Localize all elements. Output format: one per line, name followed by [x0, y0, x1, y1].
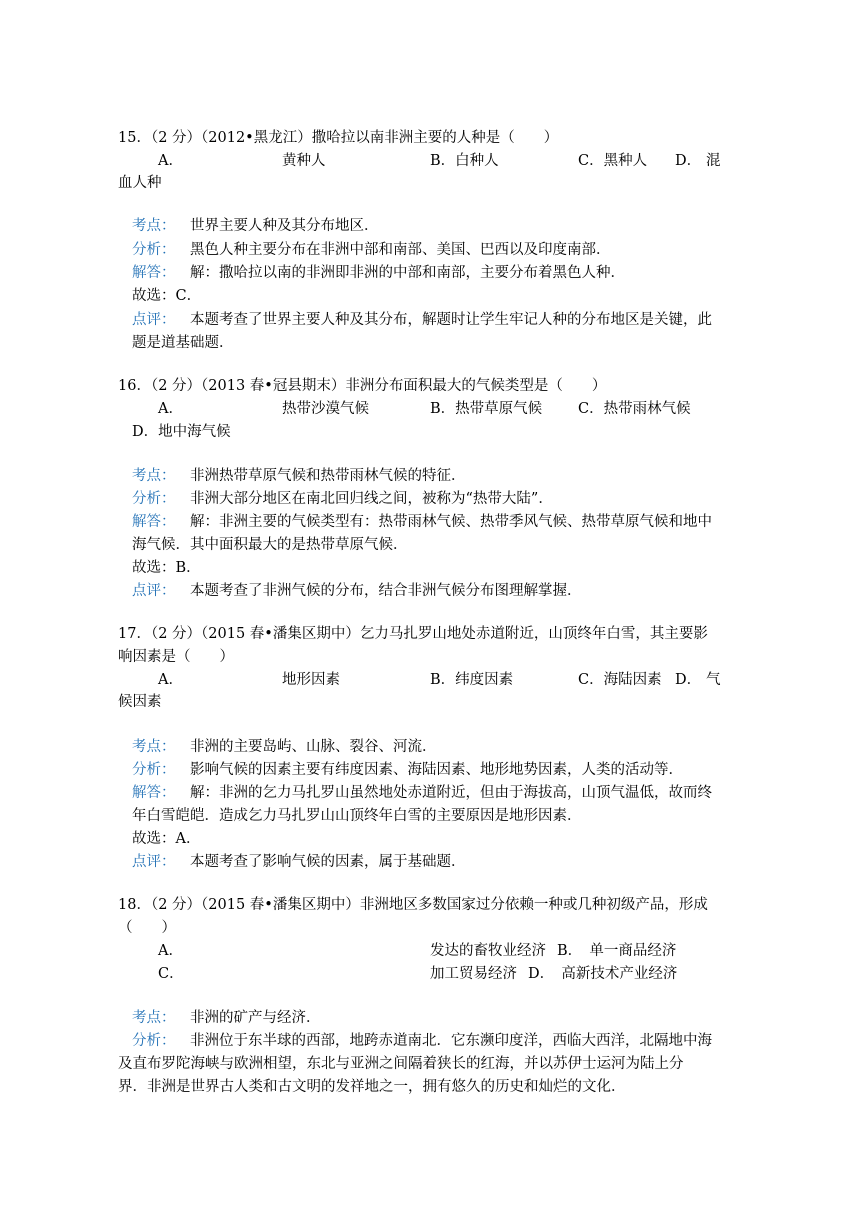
option-d-text-end: 候因素	[118, 694, 162, 710]
option-b: B．纬度因素	[430, 672, 514, 688]
fenxi-text: 非洲位于东半球的西部，地跨赤道南北．它东濒印度洋，西临大西洋，北隔地中海	[190, 1033, 712, 1049]
jieda-text: 解：非洲的乞力马扎罗山虽然地处赤道附近，但由于海拔高，山顶气温低，故而终	[190, 785, 712, 801]
option-a-text: 热带沙漠气候	[282, 401, 369, 417]
jieda-text-cont: 年白雪皑皑．造成乞力马扎罗山山顶终年白雪的主要原因是地形因素．	[132, 808, 582, 824]
question-stem: 17．（2 分）（2015 春•潘集区期中）乞力马扎罗山地处赤道附近，山顶终年白雪，其主要影	[118, 626, 708, 642]
option-a-letter: A．	[158, 153, 183, 169]
option-d-text-start: 气	[706, 672, 721, 688]
fenxi-text-cont: 界．非洲是世界古人类和古文明的发祥地之一，拥有悠久的历史和灿烂的文化．	[118, 1079, 626, 1095]
kaodian-label: 考点：	[132, 468, 176, 484]
option-b: B． 单一商品经济	[557, 943, 677, 959]
jieda-text-cont: 海气候．其中面积最大的是热带草原气候．	[132, 537, 408, 553]
question-stem: 15．（2 分）（2012•黑龙江）撒哈拉以南非洲主要的人种是（ ）	[118, 130, 559, 146]
option-d-letter: D．	[675, 672, 702, 688]
option-d: D．地中海气候	[132, 424, 231, 440]
fenxi-label: 分析：	[132, 242, 176, 258]
option-c: C．海陆因素	[578, 672, 662, 688]
answer-choice: 故选：C．	[132, 288, 202, 304]
fenxi-text: 黑色人种主要分布在非洲中部和南部、美国、巴西以及印度南部．	[190, 242, 611, 258]
option-c: C．热带雨林气候	[578, 401, 691, 417]
question-stem: 18．（2 分）（2015 春•潘集区期中）非洲地区多数国家过分依赖一种或几种初级产品，形成	[118, 897, 708, 913]
option-c-text: 加工贸易经济	[430, 966, 517, 982]
option-d-letter: D．	[675, 153, 702, 169]
dianping-text: 本题考查了世界主要人种及其分布，解题时让学生牢记人种的分布地区是关键，此	[190, 312, 712, 328]
option-c-letter: C．	[158, 966, 184, 982]
question-stem: 16．（2 分）（2013 春•冠县期末）非洲分布面积最大的气候类型是（ ）	[118, 378, 607, 394]
dianping-text: 本题考查了影响气候的因素，属于基础题．	[190, 854, 466, 870]
dianping-text: 本题考查了非洲气候的分布，结合非洲气候分布图理解掌握．	[190, 583, 582, 599]
option-a-text: 发达的畜牧业经济	[430, 943, 546, 959]
kaodian-label: 考点：	[132, 739, 176, 755]
dianping-label: 点评：	[132, 583, 176, 599]
jieda-text: 解：撒哈拉以南的非洲即非洲的中部和南部，主要分布着黑色人种．	[190, 265, 625, 281]
option-b: B．热带草原气候	[430, 401, 543, 417]
kaodian-text: 世界主要人种及其分布地区．	[190, 218, 379, 234]
jieda-label: 解答：	[132, 785, 176, 801]
jieda-label: 解答：	[132, 514, 176, 530]
fenxi-label: 分析：	[132, 1033, 176, 1049]
kaodian-label: 考点：	[132, 218, 176, 234]
option-a-letter: A．	[158, 672, 183, 688]
option-b: B．白种人	[430, 153, 499, 169]
dianping-label: 点评：	[132, 312, 176, 328]
option-d-text-start: 混	[706, 153, 721, 169]
option-a-letter: A．	[158, 943, 183, 959]
fenxi-text: 影响气候的因素主要有纬度因素、海陆因素、地形地势因素，人类的活动等．	[190, 762, 683, 778]
option-d: D． 高新技术产业经济	[528, 966, 678, 982]
option-d-text-end: 血人种	[118, 175, 162, 191]
answer-choice: 故选：B．	[132, 560, 201, 576]
dianping-text-cont: 题是道基础题．	[132, 335, 234, 351]
option-c: C．黑种人	[578, 153, 648, 169]
jieda-text: 解：非洲主要的气候类型有：热带雨林气候、热带季风气候、热带草原气候和地中	[190, 514, 712, 530]
dianping-label: 点评：	[132, 854, 176, 870]
option-a-letter: A．	[158, 401, 183, 417]
fenxi-label: 分析：	[132, 491, 176, 507]
fenxi-text: 非洲大部分地区在南北回归线之间，被称为“热带大陆”．	[190, 491, 553, 507]
question-stem-cont: （ ）	[118, 920, 176, 936]
question-stem-cont: 响因素是（ ）	[118, 649, 234, 665]
answer-choice: 故选：A．	[132, 831, 201, 847]
fenxi-label: 分析：	[132, 762, 176, 778]
kaodian-text: 非洲的矿产与经济．	[190, 1010, 321, 1026]
jieda-label: 解答：	[132, 265, 176, 281]
kaodian-text: 非洲的主要岛屿、山脉、裂谷、河流．	[190, 739, 437, 755]
option-a-text: 地形因素	[282, 672, 340, 688]
kaodian-text: 非洲热带草原气候和热带雨林气候的特征．	[190, 468, 466, 484]
kaodian-label: 考点：	[132, 1010, 176, 1026]
option-a-text: 黄种人	[282, 153, 326, 169]
fenxi-text-cont: 及直布罗陀海峡与欧洲相望，东北与亚洲之间隔着狭长的红海，并以苏伊士运河为陆上分	[118, 1056, 684, 1072]
